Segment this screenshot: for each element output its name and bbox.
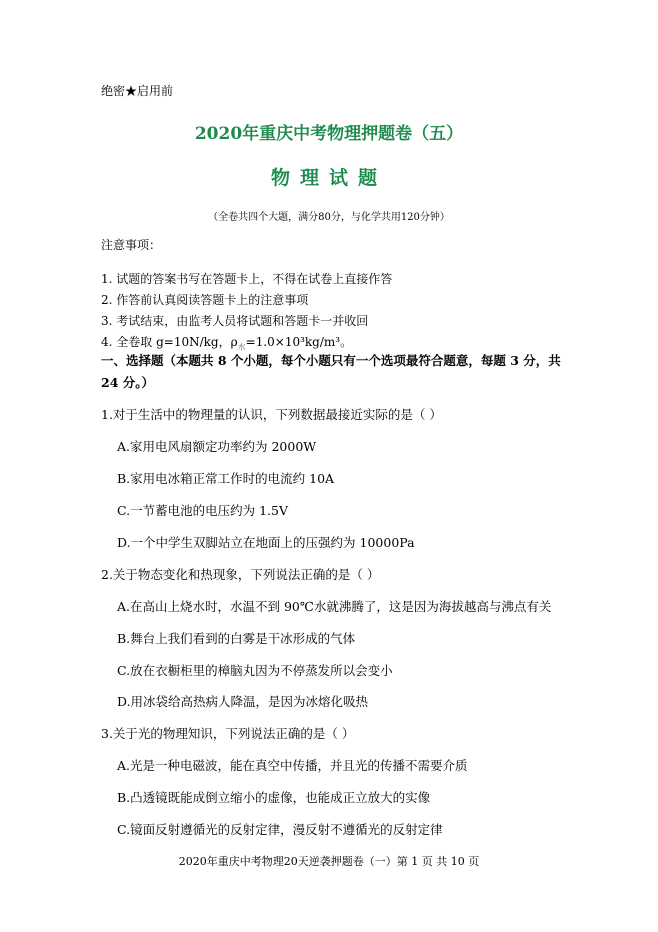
question-option: A.光是一种电磁波，能在真空中传播，并且光的传播不需要介质 [117, 758, 468, 773]
notes-heading: 注意事项： [101, 238, 162, 252]
page-footer: 2020年重庆中考物理20天逆袭押题卷（一）第 1 页 共 10 页 [178, 855, 480, 868]
exam-title: 2020年重庆中考物理押题卷（五） [194, 124, 464, 144]
exam-subtitle: 物理试题 [270, 167, 387, 189]
note-item: 3. 考试结束，由监考人员将试题和答题卡一并收回 [101, 314, 369, 328]
question-option: C.一节蓄电池的电压约为 1.5V [117, 503, 288, 518]
question-stem: 2.关于物态变化和热现象，下列说法正确的是（ ） [101, 567, 380, 582]
question-option: B.凸透镜既能成倒立缩小的虚像，也能成正立放大的实像 [117, 790, 431, 805]
note-text: =1.0×10³kg/m³。 [245, 335, 353, 349]
question-option: C.放在衣橱柜里的樟脑丸因为不停蒸发所以会变小 [117, 663, 393, 678]
secret-label: 绝密★启用前 [101, 84, 174, 98]
exam-info: （全卷共四个大题，满分80分，与化学共用120分钟） [208, 212, 450, 223]
question-option: B.家用电冰箱正常工作时的电流约 10A [117, 471, 335, 486]
question-option: D.一个中学生双脚站立在地面上的压强约为 10000Pa [117, 535, 415, 550]
question-option: D.用冰袋给高热病人降温，是因为冰熔化吸热 [117, 694, 369, 709]
note-item: 2. 作答前认真阅读答题卡上的注意事项 [101, 293, 309, 307]
note-item: 1. 试题的答案书写在答题卡上，不得在试卷上直接作答 [101, 272, 393, 286]
question-option: A.在高山上烧水时，水温不到 90℃水就沸腾了，这是因为海拔越高与沸点有关 [117, 599, 552, 614]
question-option: A.家用电风扇额定功率约为 2000W [117, 439, 317, 454]
question-stem: 1.对于生活中的物理量的认识，下列数据最接近实际的是（ ） [101, 407, 442, 422]
question-option: C.镜面反射遵循光的反射定律，漫反射不遵循光的反射定律 [117, 822, 443, 837]
question-option: B.舞台上我们看到的白雾是干冰形成的气体 [117, 631, 356, 646]
rho-subscript: 水 [237, 342, 246, 352]
section-heading: 一、选择题（本题共 8 个小题，每个小题只有一个选项最符合题意，每题 3 分，共 24 分。） [101, 353, 561, 390]
question-stem: 3.关于光的物理知识，下列说法正确的是（ ） [101, 726, 355, 741]
note-text: 4. 全卷取 g=10N/kg，ρ [101, 335, 238, 349]
